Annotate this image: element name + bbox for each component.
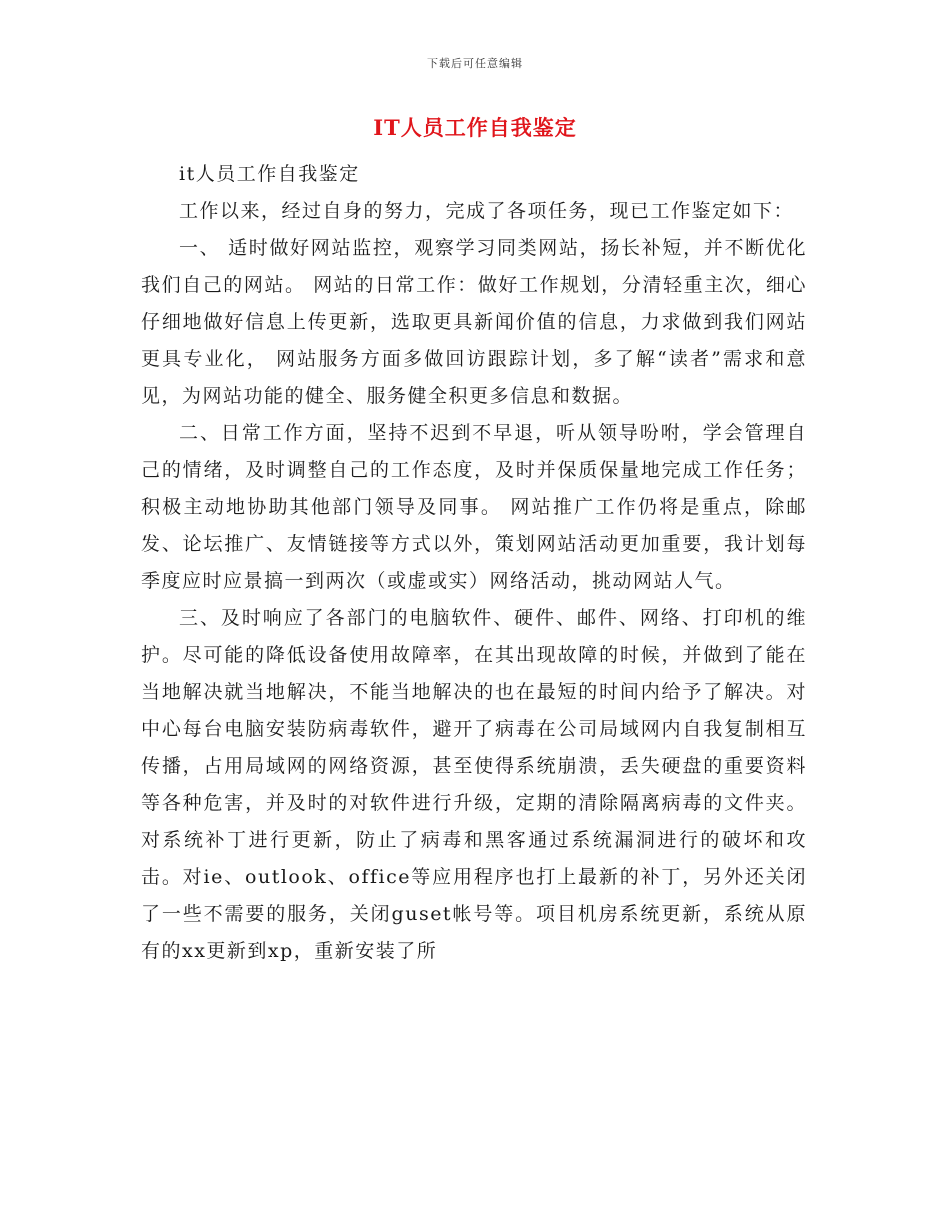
paragraph-intro: 工作以来，经过自身的努力，完成了各项任务，现已工作鉴定如下： <box>179 200 795 222</box>
paragraph-section-2: 二、日常工作方面，坚持不迟到不早退，听从领导吩咐，学会管理自己的情绪，及时调整自己的工作态度，及时并保质保量地完成工作任务；积极主动地协助其他部门领导及同事。 网站推广工作仍将是重点，除邮发、论坛推广、友情链接等方式以外，策划网站活动更加重要，我计划每季度应时应景搞一到两次（或虚或实）网络活动，挑动网站人气。 <box>141 422 807 592</box>
paragraph-section-1: 一、 适时做好网站监控，观察学习同类网站，扬长补短，并不断优化我们自己的网站。 网站的日常工作：做好工作规划，分清轻重主次，细心仔细地做好信息上传更新，选取更具新闻价值的信息，力求做到我们网站更具专业化， 网站服务方面多做回访跟踪计划，多了解“读者”需求和意见，为网站功能的健全、服务健全积更多信息和数据。 <box>141 237 807 407</box>
page-header-note: 下载后可任意编辑 <box>427 57 523 70</box>
paragraph-section-3: 三、及时响应了各部门的电脑软件、硬件、邮件、网络、打印机的维护。尽可能的降低设备使用故障率，在其出现故障的时候，并做到了能在当地解决就当地解决，不能当地解决的也在最短的时间内给予了解决。对中心每台电脑安装防病毒软件，避开了病毒在公司局域网内自我复制相互传播，占用局域网的网络资源，甚至使得系统崩溃，丢失硬盘的重要资料等各种危害，并及时的对软件进行升级，定期的清除隔离病毒的文件夹。对系统补丁进行更新，防止了病毒和黑客通过系统漏洞进行的破坏和攻击。对ie、outlook、office等应用程序也打上最新的补丁，另外还关闭了一些不需要的服务，关闭guset帐号等。项目机房系统更新，系统从原有的xx更新到xp，重新安装了所 <box>141 607 807 962</box>
document-title: IT人员工作自我鉴定 <box>373 115 577 140</box>
paragraph-subtitle: it人员工作自我鉴定 <box>179 163 360 185</box>
document-body <box>141 156 807 970</box>
